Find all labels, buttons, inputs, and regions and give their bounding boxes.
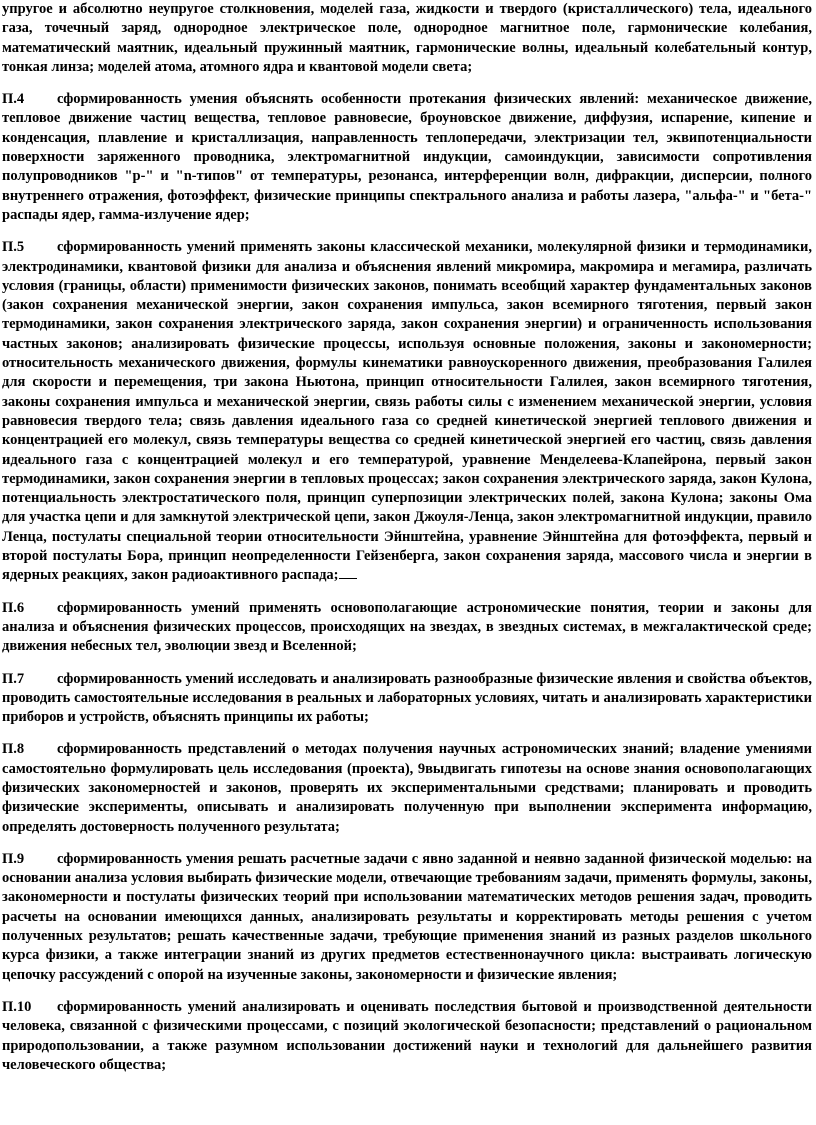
- item-p7: [2, 670, 812, 728]
- item-p8: [2, 740, 812, 836]
- item-label: П.4: [2, 91, 25, 108]
- item-p5: [2, 238, 812, 585]
- item-p4: [2, 90, 812, 225]
- item-p9: [2, 850, 812, 985]
- intro-paragraph: [2, 0, 812, 77]
- item-p10: [2, 998, 812, 1075]
- item-text: сформированность умения объяснять особенности протекания физических явлений: механическое движение, тепловое движение частиц вещества, тепловое равновесие, броуновское движение, диффузия, испарение, кипение и конденсация, плавление и кристаллизация, направленность теплопередачи, электризации тел, эквипотенциальности поверхности заряженного проводника, электромагнитной индукции, самоиндукции, зависимости сопротивления полупроводников "p-" и "n-типов" от температуры, резонанса, интерференции волн, дифракции, дисперсии, полного внутреннего отражения, фотоэффект, физические принципы спектрального анализа и работы лазера, "альфа-" и "бета-" распады ядер, гамма-излучение ядер;: [2, 91, 812, 223]
- item-label: П.10: [2, 998, 32, 1015]
- item-text: сформированность умения решать расчетные задачи с явно заданной и неявно заданной физической моделью: на основании анализа условия выбирать физические модели, отвечающие требованиям задачи, применять формулы, законы, закономерности и постулаты физических теорий при использовании математических методов решения задач, проводить расчеты на основании имеющихся данных, анализировать результаты и корректировать методы решения с учетом полученных результатов; решать качественные задачи, требующие применения знаний из разных разделов школьного курса физики, а также интеграции знаний из других предметов естественнонаучного цикла: выстраивать логическую цепочку рассуждений с опорой на изученные законы, закономерности и физические явления;: [2, 850, 812, 983]
- item-p6: [2, 599, 812, 657]
- item-text: сформированность умений применять законы классической механики, молекулярной физики и термодинамики, электродинамики, квантовой физики для анализа и объяснения явлений микромира, макромира и мегамира, различать условия (границы, области) применимости физических законов, понимать всеобщий характер фундаментальных законов (закон сохранения механической энергии, закон сохранения импульса, закон всемирного тяготения, первый закон термодинамики, закон сохранения электрического заряда, закон сохранения энергии) и ограниченность использования частных законов; анализировать физические процессы, используя основные положения, законы и закономерности; относительность механического движения, формулы кинематики равноускоренного движения, преобразования Галилея для скорости и перемещения, три закона Ньютона, принцип относительности Галилея, закон всемирного тяготения, законы сохранения импульса и механической энергии, связь работы силы с изменением механической энергии, условия равновесия твердого тела; связь давления идеального газа со средней кинетической энергией теплового движения и концентрацией его молекул, связь температуры вещества со средней кинетической энергией его частиц, связь давления идеального газа с концентрацией молекул и его температурой, уравнение Менделеева-Клапейрона, первый закон термодинамики, закон сохранения энергии в тепловых процессах; закон сохранения электрического заряда, закон Кулона, потенциальность электростатического поля, принцип суперпозиции электрических полей, закона Кулона; законы Ома для участка цепи и для замкнутой электрической цепи, закон Джоуля-Ленца, закон электромагнитной индукции, правило Ленца, постулаты специальной теории относительности Эйнштейна, уравнение Эйнштейна для фотоэффекта, первый и второй постулаты Бора, принцип неопределенности Гейзенберга, закон сохранения заряда, массового числа и энергии в ядерных реакциях, закон радиоактивного распада;: [2, 239, 812, 584]
- item-label: П.8: [2, 741, 25, 758]
- item-label: П.9: [2, 850, 25, 867]
- item-text: сформированность умений применять основополагающие астрономические понятия, теории и законы для анализа и объяснения физических процессов, происходящих на звездах, в звездных системах, в межгалактической среде; движения небесных тел, эволюции звезд и Вселенной;: [2, 599, 812, 655]
- item-text: сформированность умений анализировать и оценивать последствия бытовой и производственной деятельности человека, связанной с физическими процессами, с позиций экологической безопасности; представлений о рациональном природопользовании, а также разумном использовании достижений науки и технологий для дальнейшего развития человеческого общества;: [2, 998, 812, 1073]
- item-label: П.6: [2, 599, 25, 616]
- item-label: П.5: [2, 239, 25, 256]
- underline-mark: [339, 578, 357, 579]
- item-label: П.7: [2, 670, 25, 687]
- intro-text: упругое и абсолютно неупругое столкновения, моделей газа, жидкости и твердого (кристаллического) тела, идеального газа, точечный заряд, однородное электрическое поле, однородное магнитное поле, гармонические колебания, математический маятник, идеальный пружинный маятник, гармонические волны, идеальный колебательный контур, тонкая линза; моделей атома, атомного ядра и квантовой модели света;: [2, 1, 812, 75]
- item-text: сформированность представлений о методах получения научных астрономических знаний; владение умениями самостоятельно формулировать цель исследования (проекта), 9выдвигать гипотезы на основе знания основополагающих физических закономерностей и законов, проверять их экспериментальными средствами; планировать и проводить физические эксперименты, описывать и анализировать полученную при выполнении эксперимента информацию, определять достоверность полученного результата;: [2, 741, 812, 835]
- item-text: сформированность умений исследовать и анализировать разнообразные физические явления и свойства объектов, проводить самостоятельные исследования в реальных и лабораторных условиях, читать и анализировать характеристики приборов и устройств, объяснять принципы их работы;: [2, 670, 812, 726]
